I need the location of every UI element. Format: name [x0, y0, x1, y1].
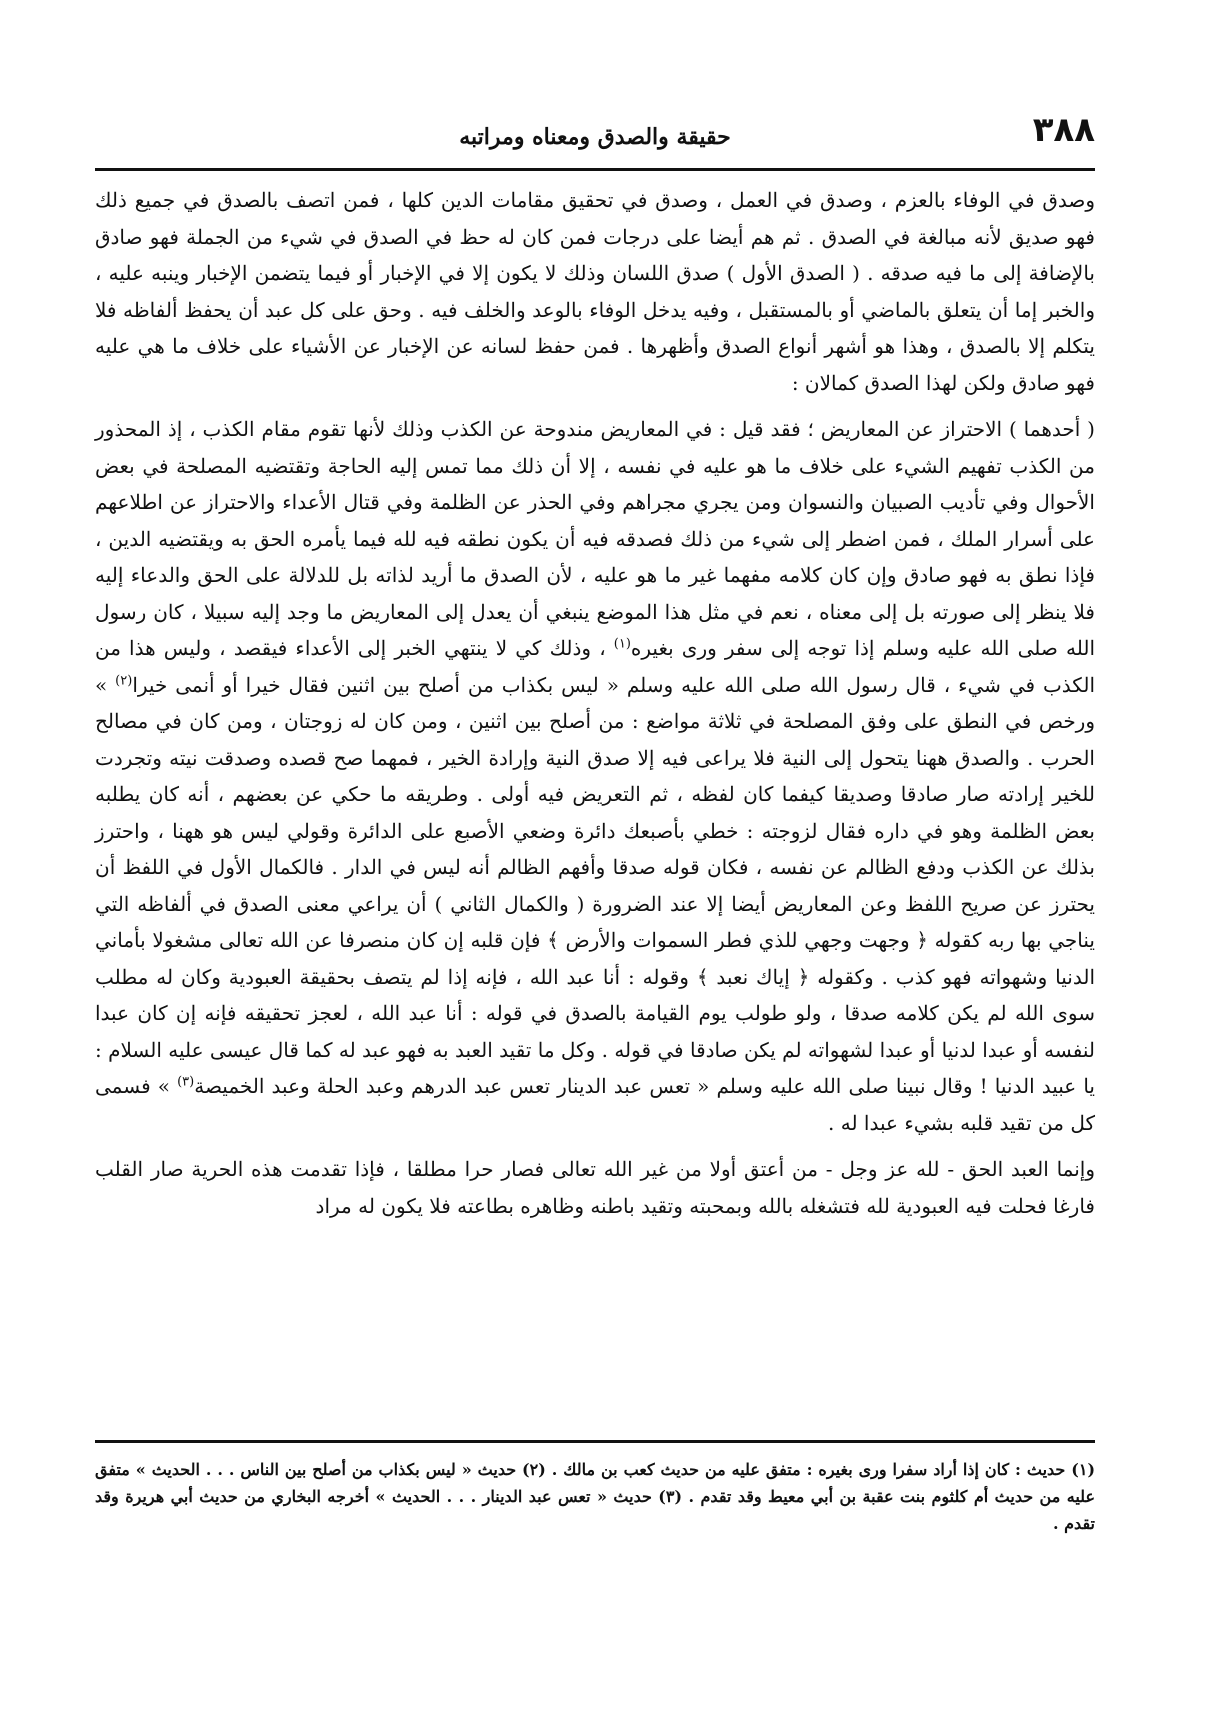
- page-number: ٣٨٨: [1032, 110, 1095, 150]
- chapter-title: حقيقة والصدق ومعناه ومراتبه: [459, 124, 731, 150]
- paragraph-2-part-c: » ورخص في النطق على وفق المصلحة في ثلاثة مواضع : من أصلح بين اثنين ، ومن كان له زوجتان ، ومن كان في مصالح الحرب . والصدق ههنا يتحول إلى النية فلا يراعى فيه إلا صدق النية وإرادة الخير ، فمهما صح قصده وصدقت نيته وتجردت للخير إرادته صار صادقا وصديقا كيفما كان لفظه ، ثم التعريض فيه أولى . وطريقه ما حكي عن بعضهم ، أنه كان يطلبه بعض الظلمة وهو في داره فقال لزوجته : خطي بأصبعك دائرة وضعي الأصبع على الدائرة وقولي ليس هو ههنا ، واحترز بذلك عن الكذب ودفع الظالم عن نفسه ، فكان قوله صدقا وأفهم الظالم أنه ليس في الدار . فالكمال الأول في اللفظ أن يحترز عن صريح اللفظ وعن المعاريض أيضا إلا عند الضرورة ( والكمال الثاني ) أن يراعي معنى الصدق في ألفاظه التي يناجي بها ربه كقوله ﴿ وجهت وجهي للذي فطر السموات والأرض ﴾ فإن قلبه إن كان منصرفا عن الله تعالى مشغولا بأماني الدنيا وشهواته فهو كذب . وكقوله ﴿ إياك نعبد ﴾ وقوله : أنا عبد الله ، فإنه إذا لم يتصف بحقيقة العبودية وكان له مطلب سوى الله لم يكن كلامه صدقا ، ولو طولب يوم القيامة بالصدق في قوله : أنا عبد الله ، لعجز تحقيقه فإنه إن كان عبدا لنفسه أو عبدا لدنيا أو عبدا لشهواته لم يكن صادقا في قوله . وكل ما تقيد العبد به فهو عبد له كما قال عيسى عليه السلام : يا عبيد الدنيا ! وقال نبينا صلى الله عليه وسلم « تعس عبد الدينار تعس عبد الدرهم وعبد الحلة وعبد الخميصة: [95, 672, 1095, 1098]
- footnotes-text: (١) حديث : كان إذا أراد سفرا ورى بغيره : متفق عليه من حديث كعب بن مالك . (٢) حديث « ليس بكذاب من أصلح بين الناس . . . الحديث » متفق عليه من حديث أم كلثوم بنت عقبة بن أبي معيط وقد تقدم . (٣) حديث « تعس عبد الدينار . . . الحديث » أخرجه البخاري من حديث أبي هريرة وقد تقدم .: [95, 1460, 1096, 1533]
- footnote-ref-3: (٣): [177, 1074, 195, 1090]
- paragraph-2-part-b: ، وذلك كي لا ينتهي الخبر إلى الأعداء فيقصد ، وليس هذا من الكذب في شيء ، قال رسول الله صلى الله عليه وسلم « ليس بكذاب من أصلح بين اثنين فقال خيرا أو أنمى خيرا: [95, 636, 1095, 697]
- footnotes: [95, 1456, 1095, 1537]
- header-rule: [95, 168, 1095, 171]
- paragraph-3: وإنما العبد الحق - لله عز وجل - من أعتق أولا من غير الله تعالى فصار حرا مطلقا ، فإذا تقدمت هذه الحرية صار القلب فارغا فحلت فيه العبودية لله فتشغله بالله وبمحبته وتقيد باطنه وظاهره بطاعته فلا يكون له مراد: [95, 1157, 1095, 1218]
- footnote-rule: [95, 1440, 1095, 1443]
- paragraph-2-part-a: ( أحدهما ) الاحتراز عن المعاريض ؛ فقد قيل : في المعاريض مندوحة عن الكذب وذلك لأنها تقوم مقام الكذب ، إذ المحذور من الكذب تفهيم الشيء على خلاف ما هو عليه في نفسه ، إلا أن ذلك مما تمس إليه الحاجة وتقتضيه المصلحة في بعض الأحوال وفي تأديب الصبيان والنسوان ومن يجري مجراهم وفي الحذر عن الظلمة وفي قتال الأعداء والاحتراز عن اطلاعهم على أسرار الملك ، فمن اضطر إلى شيء من ذلك فصدقه فيه أن يكون نطقه فيه لله فيما يأمره الحق به ويقتضيه الدين ، فإذا نطق به فهو صادق وإن كان كلامه مفهما غير ما هو عليه ، لأن الصدق ما أريد لذاته بل للدلالة على الحق والدعاء إليه فلا ينظر إلى صورته بل إلى معناه ، نعم في مثل هذا الموضع ينبغي أن يعدل إلى المعاريض ما وجد إليه سبيلا ، كان رسول الله صلى الله عليه وسلم إذا توجه إلى سفر ورى بغيره: [95, 417, 1095, 660]
- paragraph-2: [95, 411, 1095, 1141]
- paragraph-2-part-d: » فسمى كل من تقيد قلبه بشيء عبدا له .: [95, 1074, 1095, 1135]
- paragraph-1: وصدق في الوفاء بالعزم ، وصدق في العمل ، وصدق في تحقيق مقامات الدين كلها ، فمن اتصف بالصدق في جميع ذلك فهو صديق لأنه مبالغة في الصدق . ثم هم أيضا على درجات فمن كان له حظ في الصدق في شيء من الجملة فهو صادق بالإضافة إلى ما فيه صدقه . ( الصدق الأول ) صدق اللسان وذلك لا يكون إلا في الإخبار أو فيما يتضمن الإخبار وينبه عليه ، والخبر إما أن يتعلق بالماضي أو بالمستقبل ، وفيه يدخل الوفاء بالوعد والخلف فيه . وحق على كل عبد أن يحفظ ألفاظه فلا يتكلم إلا بالصدق ، وهذا هو أشهر أنواع الصدق وأظهرها . فمن حفظ لسانه عن الإخبار عن الأشياء على خلاف ما هي عليه فهو صادق ولكن لهذا الصدق كمالان :: [95, 188, 1095, 395]
- book-page: [95, 100, 1095, 1660]
- footnote-ref-2: (٢): [115, 672, 133, 688]
- footnote-ref-1: (١): [613, 636, 631, 652]
- main-text: [95, 182, 1095, 1224]
- running-head: [95, 100, 1095, 162]
